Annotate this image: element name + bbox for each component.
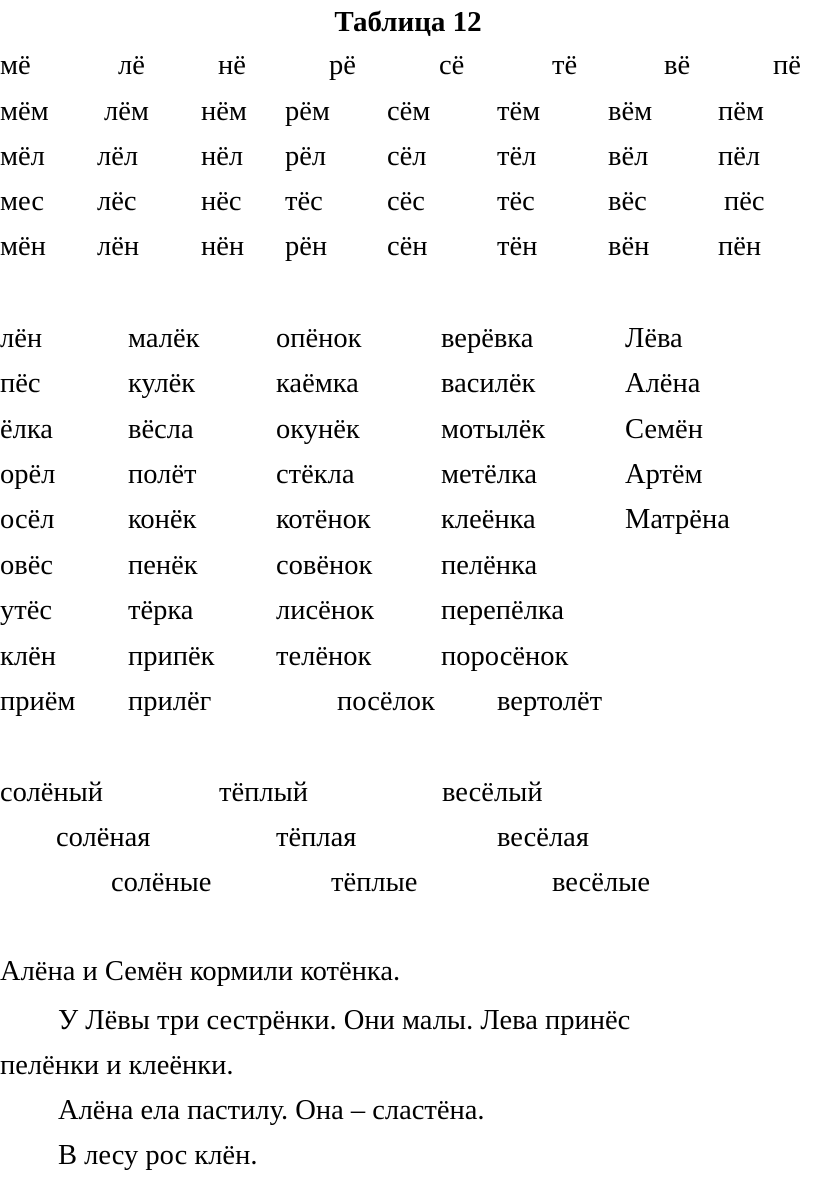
syllable: пёл [718,141,761,172]
syllable: сёс [387,186,425,217]
word: приём [0,686,76,717]
word: овёс [0,550,54,581]
syllable: пём [718,96,764,127]
text-line: пелёнки и клеёнки. [0,1050,234,1081]
word: Семён [625,414,703,445]
word: припёк [128,641,215,672]
syllable: вё [664,50,691,81]
syllable: мёл [0,141,45,172]
syllable: вёл [608,141,649,172]
word: тёрка [128,595,194,626]
word: котёнок [276,504,371,535]
syllable: сёл [387,141,427,172]
word: лён [0,323,43,354]
word: осёл [0,504,55,535]
word: малёк [128,323,200,354]
syllable: лё [118,50,145,81]
word: пелёнка [441,550,538,581]
syllable: мё [0,50,31,81]
adjective: тёплые [331,867,418,898]
syllable: рё [329,50,356,81]
syllable: рёл [285,141,327,172]
syllable: мён [0,231,46,262]
syllable: мём [0,96,49,127]
syllable: лём [104,96,149,127]
word: посёлок [337,686,435,717]
syllable: пён [718,231,762,262]
word: вертолёт [497,686,603,717]
syllable: тё [552,50,578,81]
syllable: сён [387,231,428,262]
adjective: солёная [56,822,151,853]
word: орёл [0,459,56,490]
word: пёс [0,368,41,399]
word: стёкла [276,459,355,490]
adjective: тёплая [276,822,357,853]
syllable: мес [0,186,45,217]
word: василёк [441,368,536,399]
word: лисёнок [276,595,375,626]
syllable: нён [201,231,245,262]
syllable: тёс [285,186,323,217]
text-line: Алёна и Семён кормили котёнка. [0,956,401,987]
word: кулёк [128,368,196,399]
syllable: вём [608,96,653,127]
word: прилёг [128,686,212,717]
word: телёнок [276,641,372,672]
word: утёс [0,595,53,626]
word: Артём [625,459,703,490]
syllable: лёл [97,141,139,172]
syllable: нём [201,96,247,127]
syllable: тёс [497,186,535,217]
word: конёк [128,504,197,535]
adjective: весёлая [497,822,589,853]
text-line: Алёна ела пастилу. Она – сластёна. [58,1095,485,1126]
syllable: сё [439,50,465,81]
word: перепёлка [441,595,564,626]
page-title: Таблица 12 [334,6,482,38]
syllable: нё [218,50,246,81]
syllable: тёл [497,141,537,172]
word: Алёна [625,368,701,399]
syllable: пё [773,50,801,81]
text-line: В лесу рос клён. [58,1140,258,1171]
word: окунёк [276,414,360,445]
word: пенёк [128,550,198,581]
word: поросёнок [441,641,569,672]
word: совёнок [276,550,373,581]
syllable: нёс [201,186,242,217]
word: клён [0,641,56,672]
word: полёт [128,459,197,490]
text-line: У Лёвы три сестрёнки. Они малы. Лева принёс [58,1005,631,1036]
syllable: сём [387,96,431,127]
syllable: нёл [201,141,244,172]
syllable: лён [97,231,140,262]
word: Лёва [625,323,683,354]
word: метёлка [441,459,538,490]
adjective: весёлый [442,777,543,808]
word: каёмка [276,368,359,399]
syllable: рём [285,96,330,127]
word: клеёнка [441,504,536,535]
word: мотылёк [441,414,546,445]
word: верёвка [441,323,534,354]
adjective: весёлые [552,867,650,898]
syllable: тём [497,96,541,127]
word: вёсла [128,414,194,445]
syllable: вён [608,231,650,262]
adjective: солёные [111,867,212,898]
word: ёлка [0,414,53,445]
word: Матрёна [625,504,730,535]
syllable: лёс [97,186,137,217]
syllable: пёс [724,186,765,217]
syllable: рён [285,231,328,262]
syllable: вёс [608,186,647,217]
adjective: солёный [0,777,104,808]
syllable: тён [497,231,538,262]
adjective: тёплый [219,777,308,808]
word: опёнок [276,323,362,354]
